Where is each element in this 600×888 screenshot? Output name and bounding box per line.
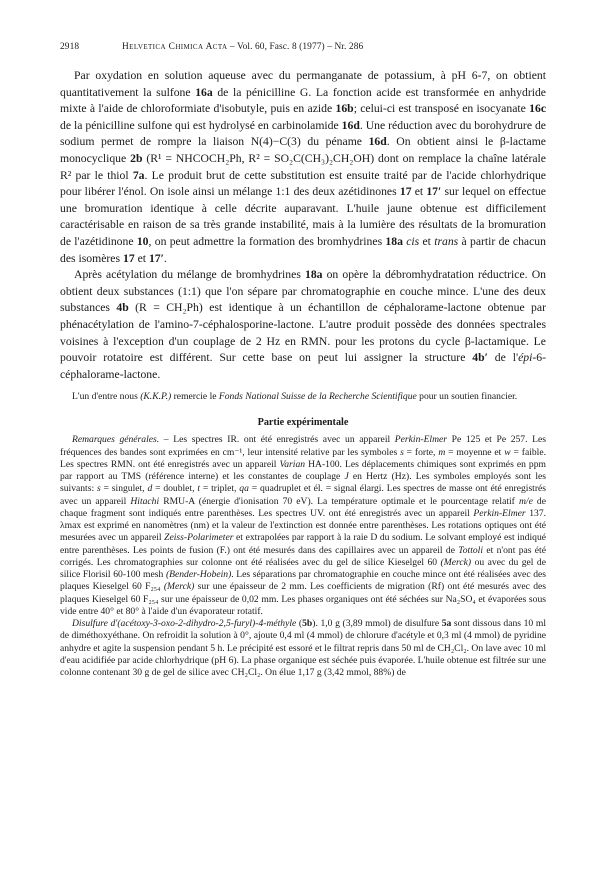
experimental-paragraph-1: Remarques générales. – Les spectres IR. ont été enregistrés avec un appareil Perkin-Elmer Pe 125 et Pe 257. Les fréquences des bandes sont exprimées en cm⁻¹, leur intensité relative par les symboles s = forte, m = moyenne et w = faible. Les spectres RMN. ont été enregistrés avec un appareil Varian HA-100. Les déplacements chimiques sont exprimés en ppm par rapport au TMS (référence interne) et les constantes de couplage J en Hertz (Hz). Les symboles employés sont les suivants: s = singulet, d = doublet, t = triplet, qa = quadruplet et él. = signal élargi. Les spectres de masse ont été enregistrés avec un appareil Hitachi RMU-A (énergie d'ionisation 70 eV). La température optimale et le pourcentage relatif m/e de chaque fragment sont indiqués entre parenthèses. Les spectres UV. ont été enregistrés avec un appareil Perkin-Elmer 137. λmax est exprimé en nanomètres (nm) et la valeur de l'extinction est donnée entre parenthèses. Les rotations optiques ont été mesurées avec un appareil Zeiss-Polarimeter et extrapolées par rapport à la raie D du sodium. Le solvant employé est indiqué entre parenthèses. Les points de fusion (F.) ont été mesurés dans des capillaires avec un appareil de Tottoli et n'ont pas été corrigés. Les chromatographies sur colonne ont été réalisées avec du gel de silice Kieselgel 60 (Merck) ou avec du gel de silice Florisil 60-100 mesh (Bender-Hobein). Les séparations par chromatographie en couche mince ont été réalisées avec des plaques Kieselgel 60 F₂₅₄ (Merck) sur une épaisseur de 2 mm. Les coefficients de migration (Rf) ont été mesurés avec des plaques Kieselgel 60 F₂₅₄ sur une épaisseur de 0,02 mm. Les phases organiques ont été séchées sur Na₂SO₄ et évaporées sous vide entre 40° et 80° à l'aide d'un évaporateur rotatif. (60, 434, 547, 617)
running-header (60, 42, 546, 56)
page-number: 2918 (60, 42, 80, 52)
experimental-paragraph-2: Disulfure d'(acétoxy-3-oxo-2-dihydro-2,5-furyl)-4-méthyle (5b). 1,0 g (3,89 mmol) de disulfure 5a sont dissous dans 10 ml de diméthoxyéthane. On refroidit la solution à 0°, ajoute 0,4 ml (4 mmol) de chlorure d'acétyle et 0,3 ml (4 mmol) de pyridine anhydre et agite la suspension pendant 5 h. Le précipité est essoré et le filtrat repris dans 50 ml de CH₂Cl₂. On lave avec 10 ml d'eau acidifiée par acide chlorhydrique (pH 6). La phase organique est séchée puis évaporée. L'huile obtenue est filtrée sur une colonne contenant 30 g de gel de silice avec CH₂Cl₂. On élue 1,17 g (3,42 mmol, 88%) de (60, 618, 546, 679)
journal-page (60, 42, 546, 679)
body-paragraph-2: Après acétylation du mélange de bromhydrines 18a on opère la débromhydratation réductrice. On obtient deux substances (1:1) que l'on sépare par chromatographie en couche mince. L'une des deux substances 4b (R = CH₂Ph) est identique à un échantillon de céphalorame-lactone obtenue par phénacétylation de l'amino-7-céphalosporine-lactone. L'autre produit possède des données spectrales voisines à l'exception d'un couplage de 2 Hz en RMN. pour les protons du cycle β-lactamique. Le pouvoir rotatoire est différent. Sur cette base on peut lui assigner la structure 4b′ de l'épi-6-céphalorame-lactone. (60, 268, 547, 381)
journal-title (122, 42, 363, 52)
section-heading: Partie expérimentale (257, 417, 349, 429)
main-body (60, 68, 546, 383)
acknowledgment: L'un d'entre nous (K.K.P.) remercie le Fonds National Suisse de la Recherche Scientifique pour un soutien financier. (72, 391, 518, 403)
experimental-section (60, 434, 546, 679)
body-paragraph-1: Par oxydation en solution aqueuse avec du permanganate de potassium, à pH 6-7, on obtient quantitativement la sulfone 16a de la pénicilline G. La fonction acide est transformée en anhydride mixte à l'aide de chloroformiate d'isobutyle, puis en azide 16b; celui-ci est transposé en isocyanate 16c de la pénicilline sulfone qui est hydrolysé en carbinolamide 16d. Une réduction avec du borohydrure de sodium permet de rompre la liaison N(4)−C(3) du péname 16d. On obtient ainsi le β-lactame monocyclique 2b (R¹ = NHCOCH₂Ph, R² = SO₂C(CH₃)₂CH₂OH) dont on remplace la chaîne latérale R² par le thiol 7a. Le produit brut de cette substitution est ensuite traité par de l'acide chlorhydrique pour libérer l'énol. On isole ainsi un mélange 1:1 des deux azétidinones 17 et 17′ sur lequel on effectue une bromuration identique à celle décrite auparavant. L'huile jaune obtenue est difficilement caractérisable en raison de sa très grande instabilité, mais à la lumière des résultats de la bromuration de l'azétidinone 10, on peut admettre la formation des bromhydrines 18a cis et trans à partir de chacun des isomères 17 et 17′. (60, 69, 546, 265)
journal-name: Helvetica Chimica Acta (122, 42, 228, 52)
volume-info: – Vol. 60, Fasc. 8 (1977) – Nr. 286 (229, 42, 364, 52)
